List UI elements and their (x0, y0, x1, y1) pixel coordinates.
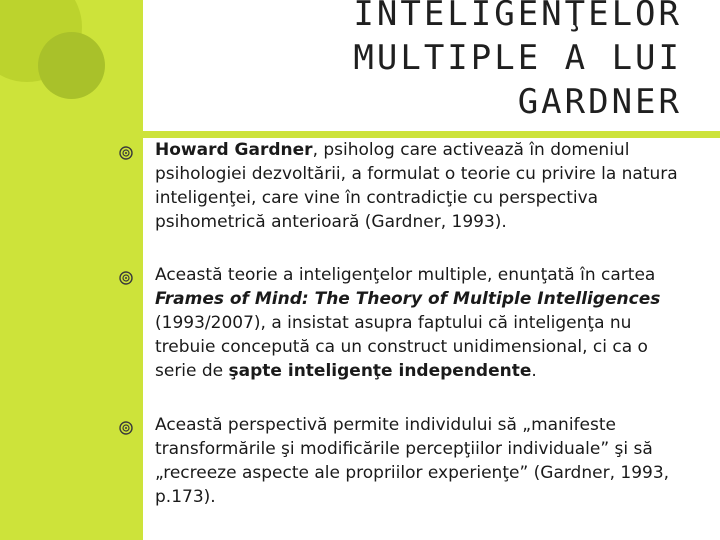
target-circle-icon (119, 421, 133, 435)
slide-title (202, 0, 682, 124)
text-run: , psiholog care activează în domeniul psihologiei dezvoltării, a formulat o teorie cu privire la natura inteligenţei, care vine în contradicţie cu perspectiva psihometrică anterioară (Gardner, 1993). (155, 140, 678, 232)
title-divider (143, 131, 720, 138)
author-name: Howard Gardner (155, 140, 313, 160)
text-run: (1993/2007), a insistat asupra faptului că inteligenţa nu trebuie concepută ca un construct unidimensional, ci ca o serie de (155, 313, 648, 381)
bullet-text (155, 263, 685, 383)
title-line: INTELIGENŢELOR (353, 0, 682, 34)
bullet-text (155, 413, 685, 509)
title-line: MULTIPLE A LUI (353, 38, 682, 78)
text-run: Această perspectivă permite individului să „manifeste transformările şi modificările percepţiilor individuale” şi să „recreeze aspecte ale propriilor experienţe” (Gardner, 1993, p.173). (155, 415, 670, 507)
decorative-circle-small (38, 32, 105, 99)
emphasis-text: şapte inteligenţe independente (228, 361, 532, 381)
text-run: Această teorie a inteligenţelor multiple, enunţată în cartea (155, 265, 656, 285)
target-circle-icon (119, 271, 133, 285)
target-circle-icon (119, 146, 133, 160)
book-title: Frames of Mind: The Theory of Multiple Intelligences (155, 289, 661, 309)
text-run: . (531, 361, 537, 381)
bullet-text (155, 138, 685, 234)
title-line: GARDNER (517, 82, 682, 122)
